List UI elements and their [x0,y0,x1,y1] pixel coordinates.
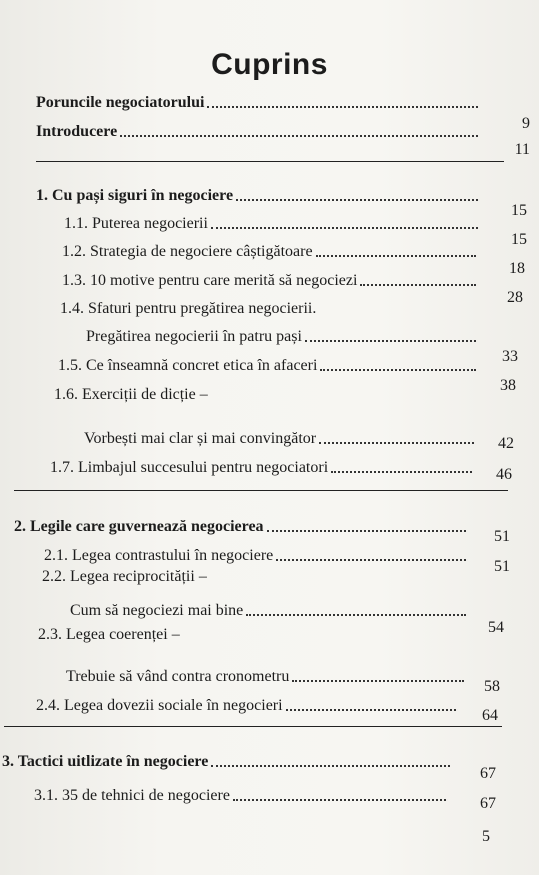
toc-entry-2-4 [36,697,456,715]
toc-entry-label: 3.1. 35 de tehnici de negociere [34,787,230,804]
toc-page-number: 51 [494,528,510,545]
toc-entry-label: Trebuie să vând contra cronometru [66,668,290,685]
toc-page-number: 28 [507,289,523,306]
toc-entry-1-4-line1: 1.4. Sfaturi pentru pregătirea negocierii. [60,300,317,317]
section-divider [4,726,502,727]
toc-entry-label: 1.3. 10 motive pentru care merită să negociezi [62,272,358,289]
dot-leader [320,368,476,371]
toc-page-number: 15 [511,202,527,219]
dot-leader [236,198,478,201]
toc-entry-2-3-line1: 2.3. Legea coerenței – [38,626,180,643]
toc-page-number: 67 [480,765,496,782]
toc-entry-label: Pregătirea negocierii în patru pași [86,328,302,345]
toc-entry-1-4-line2 [86,328,476,346]
toc-entry-label: 1.2. Strategia de negociere câștigătoare [62,243,313,260]
toc-entry-1-1 [64,215,478,233]
toc-page-number: 46 [496,466,512,483]
toc-page-number: 33 [502,348,518,365]
toc-page-number: 11 [514,141,530,158]
toc-entry-2-2-line1: 2.2. Legea reciprocității – [42,568,207,585]
toc-entry-label: Introducere [36,123,118,140]
toc-page-number: 15 [511,231,527,248]
toc-entry-porunci [36,94,478,112]
dot-leader [316,254,476,257]
dot-leader [211,764,450,767]
section-divider [36,161,504,162]
toc-entry-1-3 [62,272,476,290]
toc-entry-label: Poruncile negociatorului [36,94,205,111]
toc-chapter-3 [2,753,450,771]
toc-entry-label: 1.5. Ce înseamnă concret etica în afaceri [58,357,318,374]
toc-page-number: 18 [509,260,525,277]
toc-entry-label: 2. Legile care guvernează negocierea [14,518,264,535]
dot-leader [120,134,478,137]
toc-page-number: 51 [494,558,510,575]
toc-entry-1-6-line1: 1.6. Exerciții de dicție – [54,386,208,403]
toc-entry-introducere [36,123,478,141]
toc-entry-1-5 [58,357,476,375]
toc-page-number: 64 [482,707,498,724]
toc-entry-label: 1. Cu pași siguri în negociere [36,187,234,204]
dot-leader [305,339,476,342]
toc-entry-2-3-line2 [66,668,464,686]
toc-entry-3-1 [34,787,446,805]
dot-leader [246,613,466,616]
toc-chapter-1 [36,187,478,205]
dot-leader [319,441,474,444]
toc-entry-label: 2.1. Legea contrastului în negociere [44,547,274,564]
toc-entry-label: Vorbești mai clar și mai convingător [84,430,317,447]
toc-page-number: 54 [488,619,504,636]
toc-page-number: 58 [484,678,500,695]
toc-page-number: 42 [498,435,514,452]
toc-page-number: 38 [500,377,516,394]
toc-chapter-2 [14,518,466,536]
dot-leader [276,558,466,561]
dot-leader [292,679,464,682]
toc-entry-1-6-line2 [84,430,474,448]
dot-leader [267,529,466,532]
dot-leader [331,470,472,473]
toc-entry-label: 1.7. Limbajul succesului pentru negociatori [50,459,329,476]
toc-page-number: 9 [522,115,530,132]
dot-leader [360,283,476,286]
toc-entry-label: 1.1. Puterea negocierii [64,215,208,232]
section-divider [14,490,508,491]
toc-entry-1-2 [62,243,476,261]
footer-page-number: 5 [482,828,490,845]
toc-entry-1-7 [50,459,472,477]
dot-leader [286,708,456,711]
toc-entry-label: 3. Tactici uitlizate în negociere [2,753,209,770]
toc-entry-label: 2.4. Legea dovezii sociale în negocieri [36,697,283,714]
toc-page-number: 67 [480,795,496,812]
page-title: Cuprins [211,48,328,81]
dot-leader [233,798,446,801]
toc-entry-2-2-line2 [70,602,466,620]
dot-leader [211,226,478,229]
toc-entry-2-1 [44,547,466,565]
toc-entry-label: Cum să negociezi mai bine [70,602,244,619]
dot-leader [207,105,478,108]
